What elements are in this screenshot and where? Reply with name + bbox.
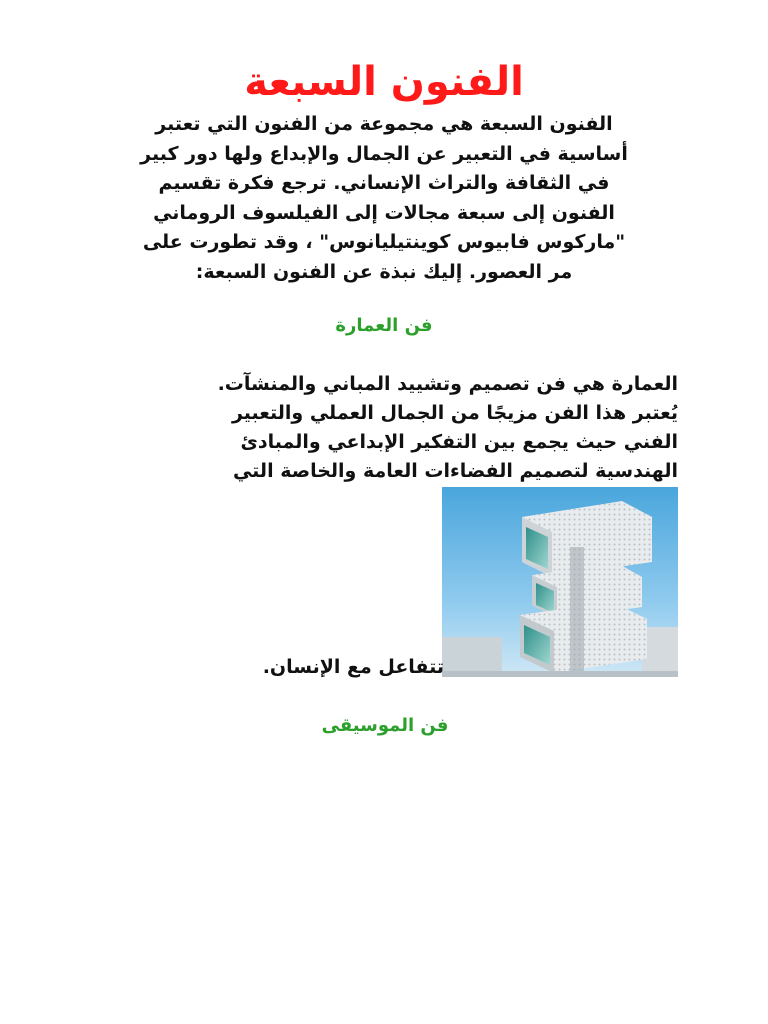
building-image (442, 487, 678, 677)
intro-line: الفنون السبعة هي مجموعة من الفنون التي تعتبر (155, 113, 613, 135)
body-line: الفني حيث يجمع بين التفكير الإبداعي والمبادئ (240, 431, 678, 453)
intro-line: في الثقافة والتراث الإنساني. ترجع فكرة تقسيم (158, 172, 610, 194)
body-line: يُعتبر هذا الفن مزيجًا من الجمال العملي والتعبير (231, 402, 678, 424)
intro-paragraph (90, 110, 678, 287)
page-title: الفنون السبعة (244, 59, 524, 105)
intro-line: أساسية في التعبير عن الجمال والإبداع ولها دور كبير (140, 142, 628, 165)
section-heading-architecture: فن العمارة (335, 315, 433, 336)
architecture-paragraph-tail: تتفاعل مع الإنسان. (262, 656, 444, 678)
modern-building-icon (442, 487, 678, 677)
section-heading-music: فن الموسيقى (321, 715, 449, 736)
architecture-paragraph (120, 370, 678, 486)
intro-line: الفنون إلى سبعة مجالات إلى الفيلسوف الروماني (153, 201, 615, 224)
intro-line: "ماركوس فابيوس كوينتيليانوس" ، وقد تطورت على (142, 231, 626, 253)
body-line: الهندسية لتصميم الفضاءات العامة والخاصة التي (232, 460, 678, 482)
intro-line: مر العصور. إليك نبذة عن الفنون السبعة: (195, 260, 573, 283)
body-line: العمارة هي فن تصميم وتشييد المباني والمنشآت. (217, 373, 678, 395)
